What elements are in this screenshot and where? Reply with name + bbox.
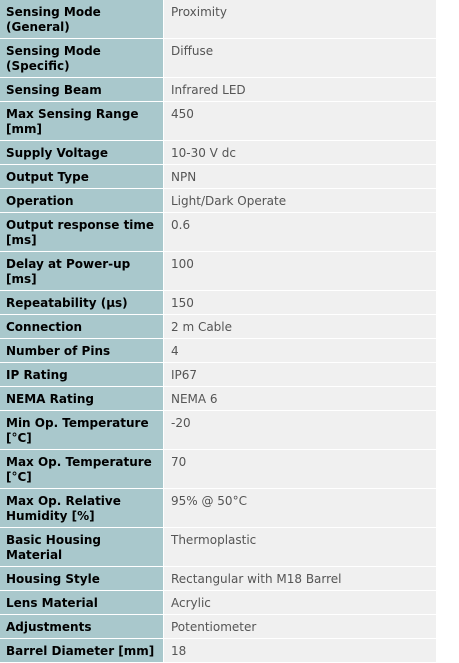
spec-value: NEMA 6 — [164, 387, 436, 411]
spec-row-nema-rating — [0, 387, 436, 411]
spec-value: Light/Dark Operate — [164, 189, 436, 213]
spec-value: IP67 — [164, 363, 436, 387]
spec-value: Diffuse — [164, 39, 436, 78]
spec-value: 450 — [164, 102, 436, 141]
spec-label: Repeatability (µs) — [0, 291, 164, 315]
spec-row-connection — [0, 315, 436, 339]
spec-label: Delay at Power-up [ms] — [0, 252, 164, 291]
spec-row-number-of-pins — [0, 339, 436, 363]
spec-label: IP Rating — [0, 363, 164, 387]
spec-label: Connection — [0, 315, 164, 339]
spec-row-max-sensing-range — [0, 102, 436, 141]
spec-value: Acrylic — [164, 591, 436, 615]
spec-label: Supply Voltage — [0, 141, 164, 165]
spec-row-sensing-beam — [0, 78, 436, 102]
spec-row-basic-housing-material — [0, 528, 436, 567]
spec-value: NPN — [164, 165, 436, 189]
spec-row-supply-voltage — [0, 141, 436, 165]
spec-row-repeatability — [0, 291, 436, 315]
spec-value: 10-30 V dc — [164, 141, 436, 165]
spec-label: Max Op. Relative Humidity [%] — [0, 489, 164, 528]
spec-label: Max Op. Temperature [°C] — [0, 450, 164, 489]
spec-value: -20 — [164, 411, 436, 450]
spec-label: Max Sensing Range [mm] — [0, 102, 164, 141]
spec-value: 2 m Cable — [164, 315, 436, 339]
spec-row-lens-material — [0, 591, 436, 615]
spec-value: 0.6 — [164, 213, 436, 252]
spec-value: 18 — [164, 639, 436, 663]
spec-label: NEMA Rating — [0, 387, 164, 411]
spec-value: Potentiometer — [164, 615, 436, 639]
spec-row-max-op-temperature — [0, 450, 436, 489]
spec-value: 4 — [164, 339, 436, 363]
spec-label: Min Op. Temperature [°C] — [0, 411, 164, 450]
spec-value: 70 — [164, 450, 436, 489]
spec-value: 95% @ 50°C — [164, 489, 436, 528]
spec-label: Adjustments — [0, 615, 164, 639]
spec-value: 100 — [164, 252, 436, 291]
spec-label: Sensing Beam — [0, 78, 164, 102]
spec-label: Basic Housing Material — [0, 528, 164, 567]
spec-label: Number of Pins — [0, 339, 164, 363]
spec-label: Sensing Mode (General) — [0, 0, 164, 39]
spec-value: Rectangular with M18 Barrel — [164, 567, 436, 591]
spec-row-ip-rating — [0, 363, 436, 387]
spec-label: Output response time [ms] — [0, 213, 164, 252]
spec-row-barrel-diameter — [0, 639, 436, 663]
spec-row-operation — [0, 189, 436, 213]
spec-row-adjustments — [0, 615, 436, 639]
spec-row-output-response-time — [0, 213, 436, 252]
spec-value: 150 — [164, 291, 436, 315]
spec-row-sensing-mode-specific — [0, 39, 436, 78]
spec-label: Operation — [0, 189, 164, 213]
spec-value: Proximity — [164, 0, 436, 39]
spec-row-delay-at-power-up — [0, 252, 436, 291]
spec-label: Sensing Mode (Specific) — [0, 39, 164, 78]
spec-row-housing-style — [0, 567, 436, 591]
spec-row-min-op-temperature — [0, 411, 436, 450]
spec-value: Infrared LED — [164, 78, 436, 102]
spec-label: Barrel Diameter [mm] — [0, 639, 164, 663]
spec-label: Output Type — [0, 165, 164, 189]
spec-label: Lens Material — [0, 591, 164, 615]
spec-label: Housing Style — [0, 567, 164, 591]
spec-row-max-op-relative-humidity — [0, 489, 436, 528]
spec-row-sensing-mode-general — [0, 0, 436, 39]
spec-value: Thermoplastic — [164, 528, 436, 567]
spec-row-output-type — [0, 165, 436, 189]
